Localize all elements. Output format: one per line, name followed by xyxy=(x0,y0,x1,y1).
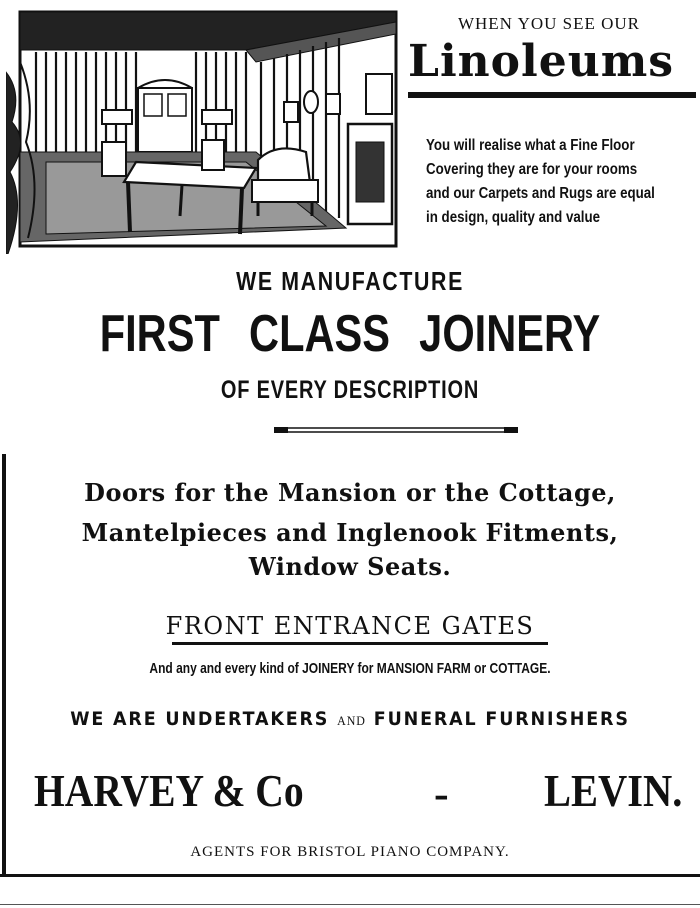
undertakers-and: AND xyxy=(337,713,366,728)
mantelpieces-line: Mantelpieces and Inglenook Fitments, xyxy=(81,518,619,547)
front-entrance-gates-heading: FRONT ENTRANCE GATES xyxy=(165,612,535,640)
room-illustration xyxy=(6,2,398,254)
linoleums-body xyxy=(426,134,687,230)
undertakers-line xyxy=(28,708,672,730)
agents-line: AGENTS FOR BRISTOL PIANO COMPANY. xyxy=(190,844,510,860)
linoleums-line-4: in design, quality and value xyxy=(426,209,601,226)
we-manufacture-heading: WE MANUFACTURE xyxy=(236,266,464,296)
linoleums-line-2: Covering they are for your rooms xyxy=(426,161,638,178)
any-every-joinery-line: And any and every kind of JOINERY for MANSION FARM or COTTAGE. xyxy=(149,660,551,677)
bottom-rule-thin xyxy=(0,904,700,905)
company-dash: - xyxy=(434,769,449,818)
bottom-rule xyxy=(0,874,700,877)
company-name: HARVEY & Co xyxy=(34,765,304,816)
linoleums-title: Linoleums xyxy=(408,36,675,87)
doors-line: Doors for the Mansion or the Cottage, xyxy=(84,478,616,507)
left-border-rule xyxy=(2,454,6,874)
gates-underline xyxy=(172,642,548,645)
linoleums-rule xyxy=(408,92,696,98)
undertakers-part-2: FUNERAL FURNISHERS xyxy=(373,708,630,730)
linoleums-line-3: and our Carpets and Rugs are equal xyxy=(426,185,655,202)
undertakers-part-1: WE ARE UNDERTAKERS xyxy=(70,708,330,730)
window-seats-line: Window Seats. xyxy=(248,552,452,581)
every-description-heading: OF EVERY DESCRIPTION xyxy=(220,376,480,404)
first-class-joinery-title: FIRST CLASS JOINERY xyxy=(99,305,601,363)
linoleums-line-1: You will realise what a Fine Floor xyxy=(426,137,635,154)
town-name: LEVIN. xyxy=(544,765,683,816)
ornament-divider xyxy=(274,426,518,434)
when-you-see-heading: WHEN YOU SEE OUR xyxy=(457,14,641,33)
